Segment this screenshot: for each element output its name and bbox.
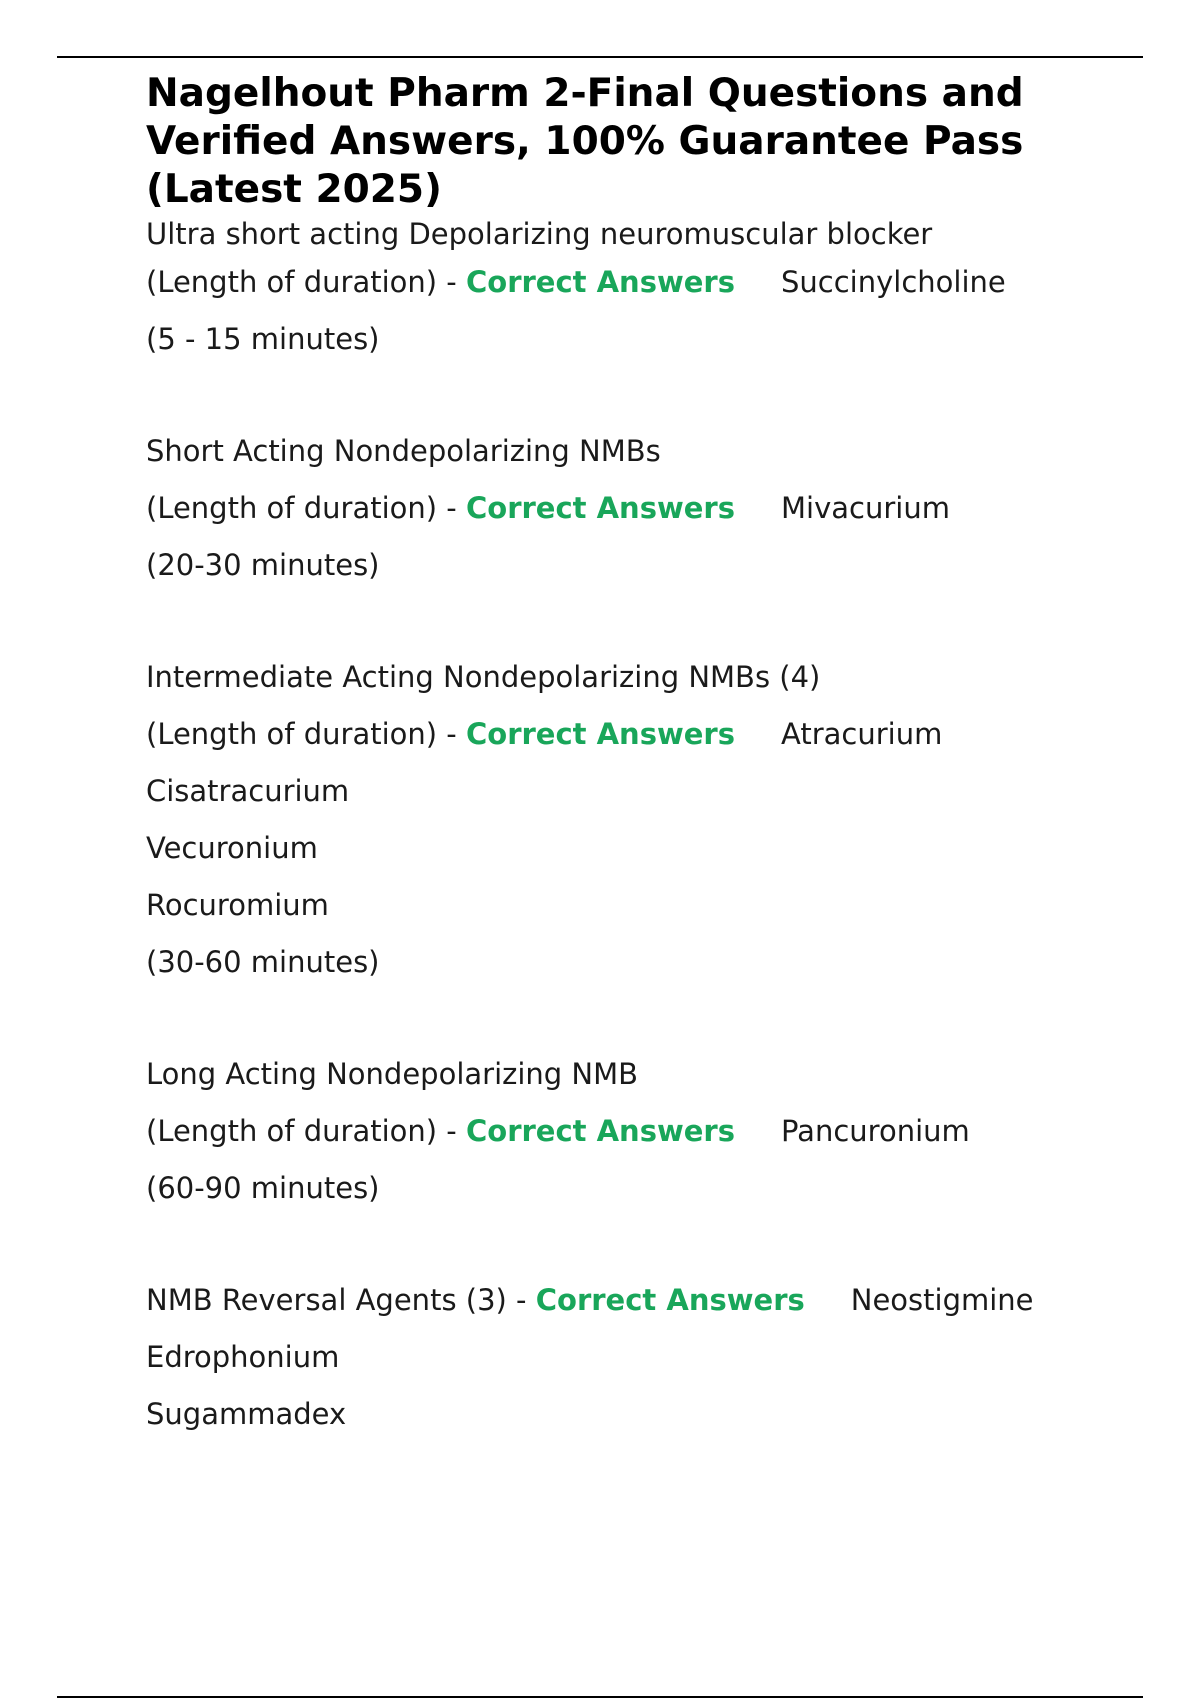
qa-item-4	[146, 1046, 1106, 1217]
answer-text: Mivacurium	[781, 491, 950, 525]
document-body	[146, 70, 1106, 1443]
answer-line: Vecuronium	[146, 831, 318, 865]
question-text: (Length of duration) -	[146, 1114, 457, 1148]
question-text: (Length of duration) -	[146, 717, 457, 751]
question-text: (Length of duration) -	[146, 491, 457, 525]
answer-line: (30-60 minutes)	[146, 945, 380, 979]
question-line: Ultra short acting Depolarizing neuromuscular blocker	[146, 217, 933, 251]
correct-answers-label: Correct Answers	[465, 491, 735, 525]
correct-answers-label: Correct Answers	[465, 717, 735, 751]
answer-line: Sugammadex	[146, 1397, 347, 1431]
document-title: Nagelhout Pharm 2-Final Questions and Verified Answers, 100% Guarantee Pass (Latest 2025)	[146, 71, 1024, 212]
qa-item-3	[146, 649, 1106, 991]
answer-text: Succinylcholine	[781, 265, 1006, 299]
answer-line: (5 - 15 minutes)	[146, 322, 380, 356]
answer-line: Rocuromium	[146, 888, 329, 922]
correct-answers-label: Correct Answers	[535, 1283, 805, 1317]
question-line: Intermediate Acting Nondepolarizing NMBs (4)	[146, 660, 821, 694]
question-text: (Length of duration) -	[146, 265, 457, 299]
question-answer-line	[146, 254, 1106, 311]
answer-line: Cisatracurium	[146, 774, 350, 808]
question-line: Short Acting Nondepolarizing NMBs	[146, 434, 661, 468]
question-text: NMB Reversal Agents (3) -	[146, 1283, 527, 1317]
correct-answers-label: Correct Answers	[465, 265, 735, 299]
correct-answers-label: Correct Answers	[465, 1114, 735, 1148]
answer-text: Atracurium	[781, 717, 943, 751]
qa-item-2	[146, 423, 1106, 594]
answer-line: Edrophonium	[146, 1340, 340, 1374]
question-answer-line	[146, 1103, 1106, 1160]
answer-line: (60-90 minutes)	[146, 1171, 380, 1205]
answer-text: Pancuronium	[781, 1114, 970, 1148]
bottom-rule	[57, 1696, 1143, 1698]
question-answer-line	[146, 480, 1106, 537]
question-answer-line	[146, 706, 1106, 763]
top-rule	[57, 56, 1143, 58]
qa-item-1	[146, 214, 1106, 368]
question-answer-line	[146, 1272, 1106, 1329]
answer-line: (20-30 minutes)	[146, 548, 380, 582]
question-line: Long Acting Nondepolarizing NMB	[146, 1057, 639, 1091]
answer-text: Neostigmine	[850, 1283, 1034, 1317]
qa-item-5	[146, 1272, 1106, 1443]
